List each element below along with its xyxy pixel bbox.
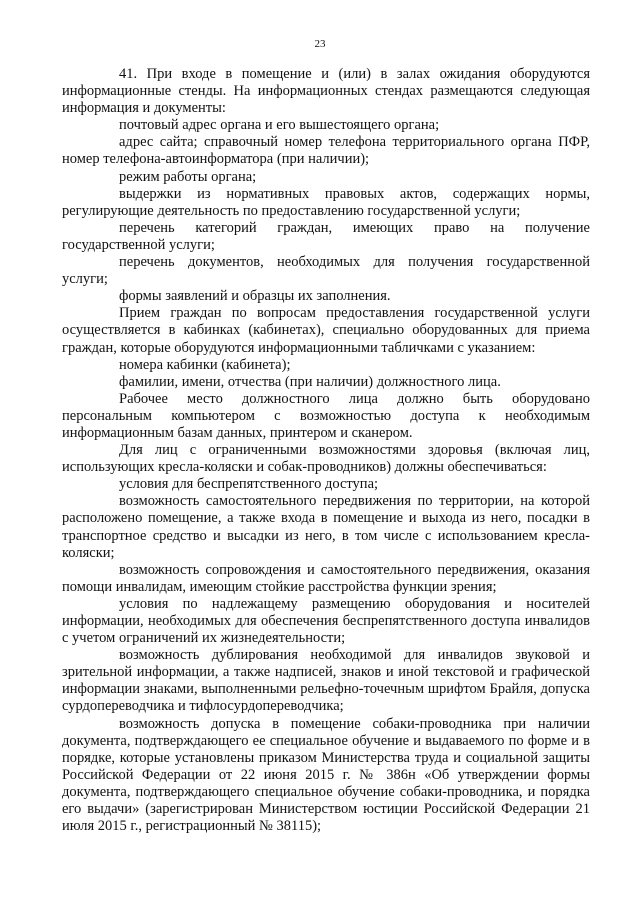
list-item: режим работы органа;: [119, 168, 257, 185]
list-item: адрес сайта; справочный номер телефона территориального органа ПФР, номер телефона-автоинформатора (при наличии);: [62, 134, 590, 168]
paragraph: 41. При входе в помещение и (или) в залах ожидания оборудуются информационные стенды. На информационных стендах размещаются следующая информация и документы:: [62, 66, 590, 117]
body-text: [62, 66, 590, 835]
list-item: возможность сопровождения и самостоятельного передвижения, оказания помощи инвалидам, имеющим стойкие расстройства функции зрения;: [62, 561, 590, 595]
list-item: перечень категорий граждан, имеющих право на получение государственной услуги;: [62, 219, 590, 253]
list-item: номера кабинки (кабинета);: [119, 356, 291, 373]
list-item: возможность самостоятельного передвижения по территории, на которой расположено помещение, а также входа в помещение и выхода из него, посадки в транспортное средство и высадки из него, в том числе с использованием кресла-коляски;: [62, 493, 590, 561]
paragraph: Для лиц с ограниченными возможностями здоровья (включая лиц, использующих кресла-коляски и собак-проводников) должны обеспечиваться:: [62, 442, 590, 476]
list-item: фамилии, имени, отчества (при наличии) должностного лица.: [119, 373, 501, 390]
list-item: условия по надлежащему размещению оборудования и носителей информации, необходимых для обеспечения беспрепятственного доступа инвалидов с учетом ограничений их жизнедеятельности;: [62, 595, 590, 647]
page-number: 23: [314, 38, 326, 50]
paragraph: Прием граждан по вопросам предоставления государственной услуги осуществляется в кабинках (кабинетах), специально оборудованных для приема граждан, которые оборудуются информационными табличками с указанием:: [62, 305, 590, 356]
list-item: условия для беспрепятственного доступа;: [119, 476, 379, 493]
list-item: формы заявлений и образцы их заполнения.: [119, 288, 391, 305]
list-item: перечень документов, необходимых для получения государственной услуги;: [62, 254, 590, 288]
list-item: выдержки из нормативных правовых актов, содержащих нормы, регулирующие деятельность по предоставлению государственной услуги;: [62, 185, 590, 219]
paragraph: Рабочее место должностного лица должно быть оборудовано персональным компьютером с возможностью доступа к необходимым информационным базам данных, принтером и сканером.: [62, 390, 590, 441]
list-item: возможность дублирования необходимой для инвалидов звуковой и зрительной информации, а также надписей, знаков и иной текстовой и графической информации знаками, выполненными рельефно-точечным шрифтом Брайля, допуска сурдопереводчика и тифлосурдопереводчика;: [62, 647, 590, 715]
list-item: возможность допуска в помещение собаки-проводника при наличии документа, подтверждающего ее специальное обучение и выдаваемого по форме и в порядке, которые установлены приказом Министерства труда и социальной защиты Российской Федерации от 22 июня 2015 г. № 386н «Об утверждении формы документа, подтверждающего специальное обучение собаки-проводника, и порядка его выдачи» (зарегистрирован Министерством юстиции Российской Федерации 21 июля 2015 г., регистрационный № 38115);: [62, 715, 590, 835]
list-item: почтовый адрес органа и его вышестоящего органа;: [119, 117, 440, 134]
